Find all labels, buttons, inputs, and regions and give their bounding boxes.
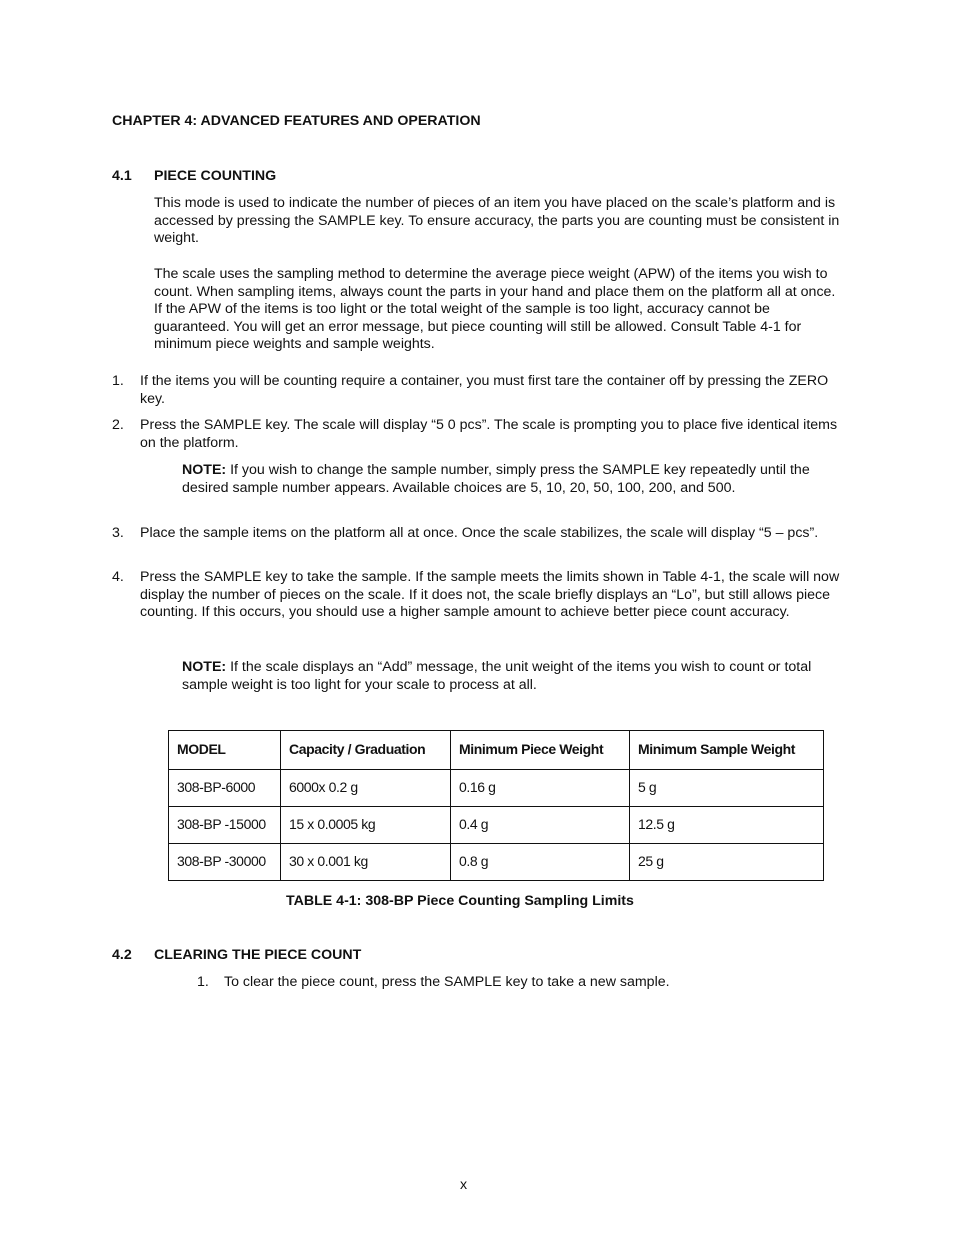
column-header: Minimum Sample Weight bbox=[630, 731, 824, 770]
note-block bbox=[182, 462, 844, 497]
table-row bbox=[169, 770, 824, 807]
section-title: PIECE COUNTING bbox=[154, 168, 277, 184]
column-header: Capacity / Graduation bbox=[281, 731, 451, 770]
section-title: CLEARING THE PIECE COUNT bbox=[154, 947, 362, 963]
table-cell: 308-BP -15000 bbox=[169, 807, 281, 844]
step-text: Place the sample items on the platform all at once. Once the scale stabilizes, the scale will display “5 – pcs”. bbox=[140, 525, 819, 541]
sampling-paragraph: The scale uses the sampling method to determine the average piece weight (APW) of the items you wish to count. When sampling items, always count the parts in your hand and place them on the platform all at once. If the APW of the items is too light or the total weight of the sample is too light, accuracy cannot be guaranteed. You will get an error message, but piece counting will still be allowed. Consult Table 4-1 for minimum piece weights and sample weights. bbox=[154, 266, 836, 352]
table-cell: 15 x 0.0005 kg bbox=[281, 807, 451, 844]
table-cell: 308-BP -30000 bbox=[169, 844, 281, 881]
step-number: 2. bbox=[112, 417, 124, 433]
table-caption: TABLE 4-1: 308-BP Piece Counting Sampling Limits bbox=[286, 893, 634, 909]
table-cell: 0.16 g bbox=[451, 770, 630, 807]
note-text: If the scale displays an “Add” message, the unit weight of the items you wish to count or total sample weight is too light for your scale to process at all. bbox=[182, 659, 812, 693]
table-cell: 0.8 g bbox=[451, 844, 630, 881]
column-header: Minimum Piece Weight bbox=[451, 731, 630, 770]
page-number: x bbox=[460, 1177, 468, 1193]
table-cell: 12.5 g bbox=[630, 807, 824, 844]
section-number: 4.1 bbox=[112, 168, 132, 184]
table-cell: 25 g bbox=[630, 844, 824, 881]
step-number: 3. bbox=[112, 525, 124, 541]
table-cell: 0.4 g bbox=[451, 807, 630, 844]
section-number: 4.2 bbox=[112, 947, 132, 963]
step-text: Press the SAMPLE key. The scale will display “5 0 pcs”. The scale is prompting you to place five identical items on the platform. bbox=[140, 417, 838, 451]
step-number: 1. bbox=[197, 974, 209, 990]
note-label: NOTE: bbox=[182, 462, 227, 478]
note-text: If you wish to change the sample number, simply press the SAMPLE key repeatedly until the desired sample number appears. Available choices are 5, 10, 20, 50, 100, 200, and 500. bbox=[182, 462, 810, 496]
table-cell: 6000x 0.2 g bbox=[281, 770, 451, 807]
step-text: To clear the piece count, press the SAMPLE key to take a new sample. bbox=[224, 974, 670, 990]
table-cell: 5 g bbox=[630, 770, 824, 807]
table-row bbox=[169, 807, 824, 844]
step-text: Press the SAMPLE key to take the sample. If the sample meets the limits shown in Table 4-1, the scale will now display the number of pieces on the scale. If it does not, the scale briefly displays an “Lo”, but still allows piece counting. If this occurs, you should use a higher sample amount to achieve better piece count accuracy. bbox=[140, 569, 840, 620]
chapter-title: CHAPTER 4: ADVANCED FEATURES AND OPERATION bbox=[112, 113, 481, 129]
sampling-limits-table bbox=[168, 730, 824, 881]
step-text: If the items you will be counting require a container, you must first tare the container off by pressing the ZERO key. bbox=[140, 373, 829, 407]
table-header-row bbox=[169, 731, 824, 770]
table-cell: 30 x 0.001 kg bbox=[281, 844, 451, 881]
note-label: NOTE: bbox=[182, 659, 227, 675]
table-cell: 308-BP-6000 bbox=[169, 770, 281, 807]
table-row bbox=[169, 844, 824, 881]
column-header: MODEL bbox=[169, 731, 281, 770]
step-number: 4. bbox=[112, 569, 124, 585]
intro-paragraph: This mode is used to indicate the number of pieces of an item you have placed on the scale’s platform and is accessed by pressing the SAMPLE key. To ensure accuracy, the parts you are counting must be consistent in weight. bbox=[154, 195, 840, 246]
note-block bbox=[182, 659, 844, 694]
step-number: 1. bbox=[112, 373, 124, 389]
